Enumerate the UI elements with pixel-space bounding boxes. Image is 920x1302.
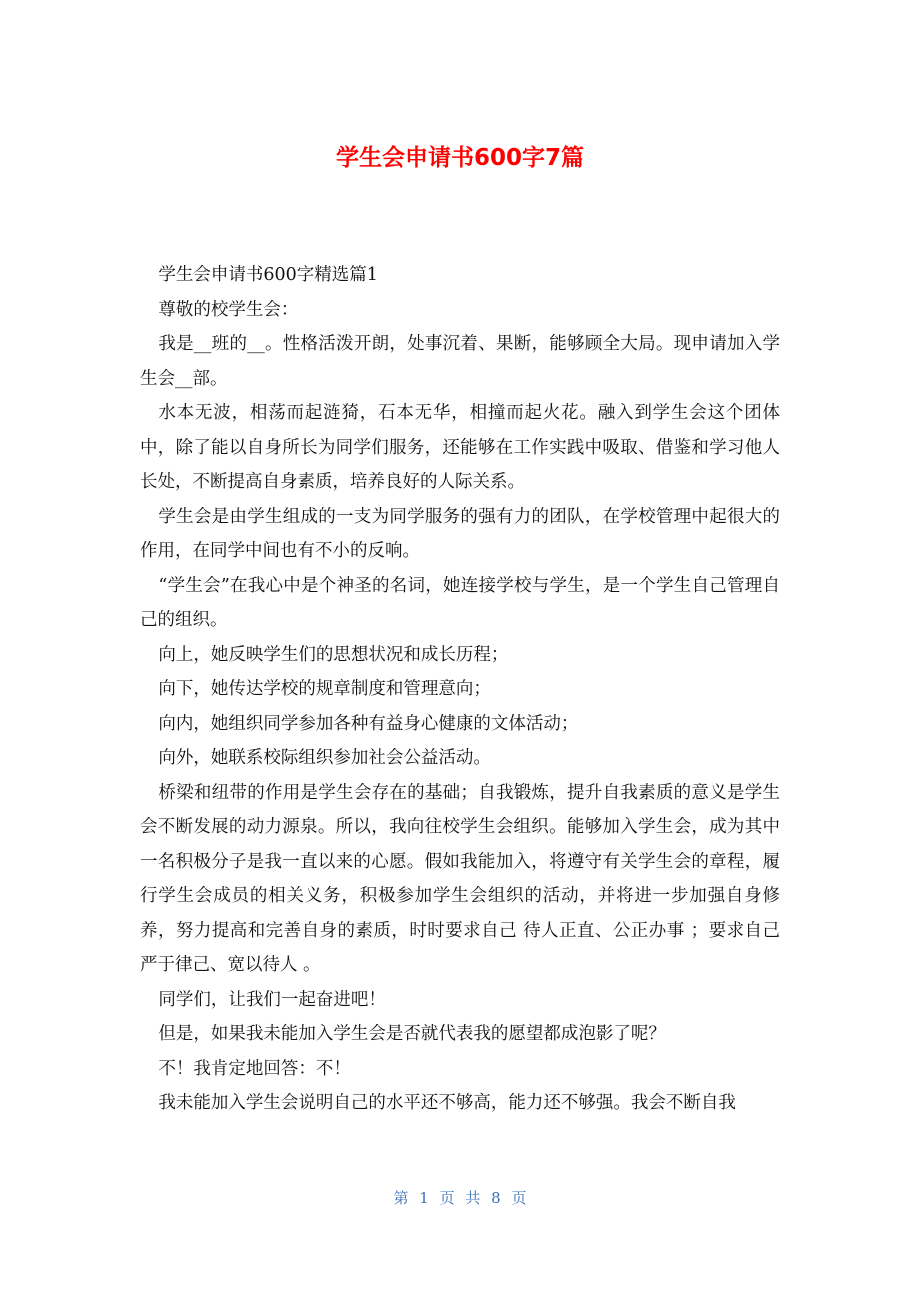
document-body (140, 258, 780, 1121)
paragraph-heading: 学生会申请书600字精选篇1 (158, 265, 378, 285)
paragraph: “学生会”在我心中是个神圣的名词，她连接学校与学生，是一个学生自己管理自己的组织。 (140, 575, 780, 630)
paragraph: 向内，她组织同学参加各种有益身心健康的文体活动； (158, 713, 579, 734)
paragraph: 向上，她反映学生们的思想状况和成长历程； (158, 644, 509, 665)
paragraph: 我未能加入学生会说明自己的水平还不够高，能力还不够强。我会不断自我 (158, 1093, 736, 1113)
page-number-footer: 第 1 页 共 8 页 (393, 1189, 527, 1207)
paragraph: 同学们，让我们一起奋进吧！ (158, 989, 386, 1010)
paragraph: 学生会是由学生组成的一支为同学服务的强有力的团队，在学校管理中起很大的作用，在同学中间也有不小的反响。 (140, 506, 780, 561)
document-title: 学生会申请书600字7篇 (335, 145, 584, 171)
paragraph: 但是，如果我未能加入学生会是否就代表我的愿望都成泡影了呢？ (158, 1024, 666, 1044)
paragraph: 水本无波，相荡而起涟猗，石本无华，相撞而起火花。融入到学生会这个团体中，除了能以自身所长为同学们服务，还能够在工作实践中吸取、借鉴和学习他人长处，不断提高自身素质，培养良好的人际关系。 (140, 403, 780, 492)
paragraph: 我是__班的__。性格活泼开朗，处事沉着、果断，能够顾全大局。现申请加入学生会__部。 (140, 334, 780, 389)
paragraph: 向下，她传达学校的规章制度和管理意向； (158, 679, 491, 699)
paragraph-salutation: 尊敬的校学生会： (158, 299, 299, 320)
paragraph: 向外，她联系校际组织参加社会公益活动。 (158, 748, 491, 768)
paragraph: 不！我肯定地回答：不！ (158, 1058, 351, 1079)
paragraph: 桥梁和纽带的作用是学生会存在的基础；自我锻炼，提升自我素质的意义是学生会不断发展的动力源泉。所以，我向往校学生会组织。能够加入学生会，成为其中一名积极分子是我一直以来的心愿。假如我能加入，将遵守有关学生会的章程，履行学生会成员的相关义务，积极参加学生会组织的活动，并将进一步加强自身修养，努力提高和完善自身的素质，时时要求自己 待人正直、公正办事 ；要求自己 严于律己、宽以待人 。 (140, 782, 780, 975)
